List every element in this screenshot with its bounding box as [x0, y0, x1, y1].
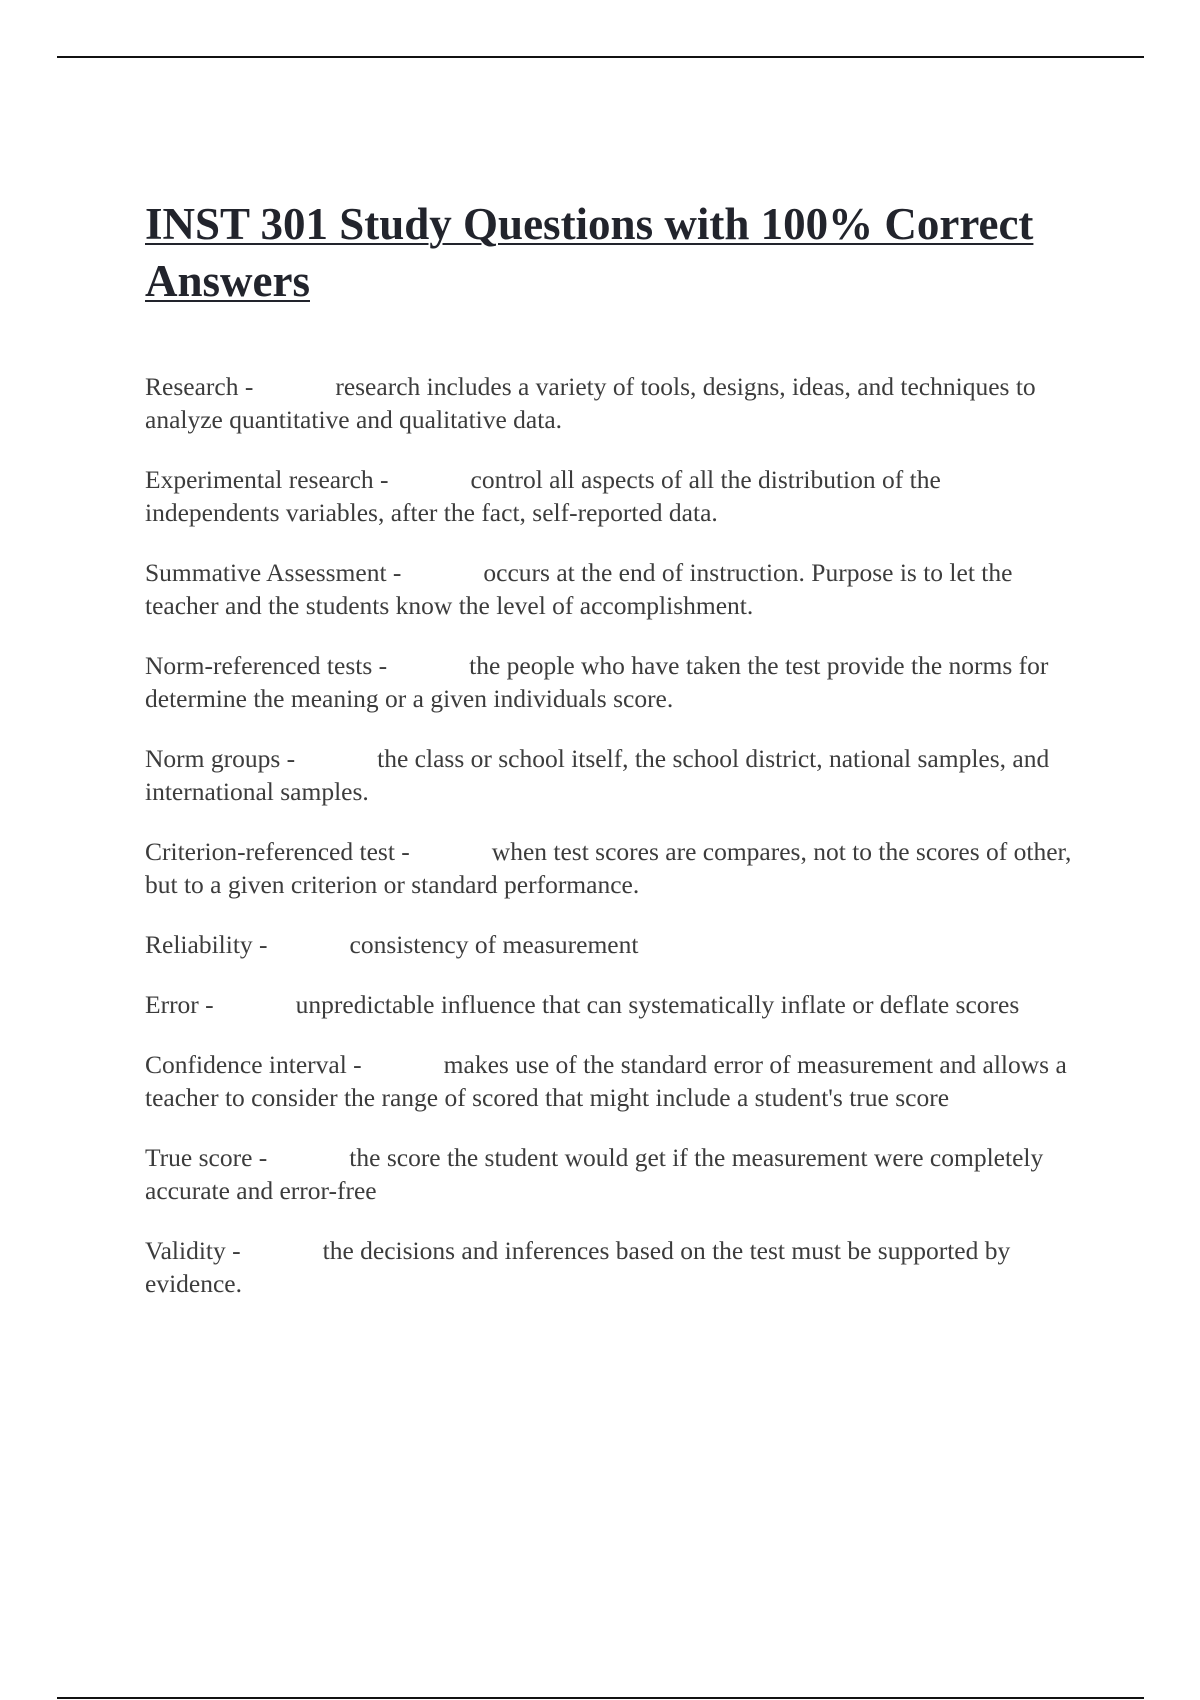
entry-definition: the decisions and inferences based on the test must be supported by evidence. [145, 1236, 1011, 1298]
entry-definition: consistency of measurement [349, 930, 639, 959]
list-item [145, 1048, 1080, 1114]
entry-term: Norm groups - [145, 744, 296, 773]
entry-definition: makes use of the standard error of measurement and allows a teacher to consider the range of scored that might include a student's true score [145, 1050, 1067, 1112]
entry-term: Reliability - [145, 930, 268, 959]
document-title: INST 301 Study Questions with 100% Correct Answers [145, 199, 1034, 306]
entry-definition: the people who have taken the test provide the norms for determine the meaning or a given individuals score. [145, 651, 1049, 713]
entry-definition: the score the student would get if the measurement were completely accurate and error-free [145, 1143, 1044, 1205]
entry-term: Error - [145, 990, 214, 1019]
list-item [145, 649, 1080, 715]
list-item [145, 742, 1080, 808]
list-item [145, 370, 1080, 436]
entry-term: Research - [145, 372, 254, 401]
list-item [145, 988, 1080, 1021]
entry-definition: unpredictable influence that can systematically inflate or deflate scores [295, 990, 1020, 1019]
entry-definition: control all aspects of all the distribution of the independents variables, after the fact, self-reported data. [145, 465, 941, 527]
list-item [145, 1141, 1080, 1207]
entry-definition: research includes a variety of tools, designs, ideas, and techniques to analyze quantitative and qualitative data. [145, 372, 1036, 434]
entry-list [145, 370, 1080, 1300]
list-item [145, 835, 1080, 901]
top-rule [57, 56, 1144, 58]
entry-term: True score - [145, 1143, 268, 1172]
bottom-rule [57, 1697, 1144, 1699]
entry-definition: occurs at the end of instruction. Purpose is to let the teacher and the students know the level of accomplishment. [145, 558, 1013, 620]
entry-term: Confidence interval - [145, 1050, 362, 1079]
entry-definition: when test scores are compares, not to the scores of other, but to a given criterion or standard performance. [145, 837, 1072, 899]
list-item [145, 928, 1080, 961]
entry-term: Validity - [145, 1236, 241, 1265]
list-item [145, 1234, 1080, 1300]
entry-term: Norm-referenced tests - [145, 651, 388, 680]
document-body [145, 196, 1080, 1327]
entry-term: Criterion-referenced test - [145, 837, 410, 866]
entry-term: Experimental research - [145, 465, 389, 494]
list-item [145, 463, 1080, 529]
entry-definition: the class or school itself, the school district, national samples, and international samples. [145, 744, 1050, 806]
list-item [145, 556, 1080, 622]
entry-term: Summative Assessment - [145, 558, 402, 587]
